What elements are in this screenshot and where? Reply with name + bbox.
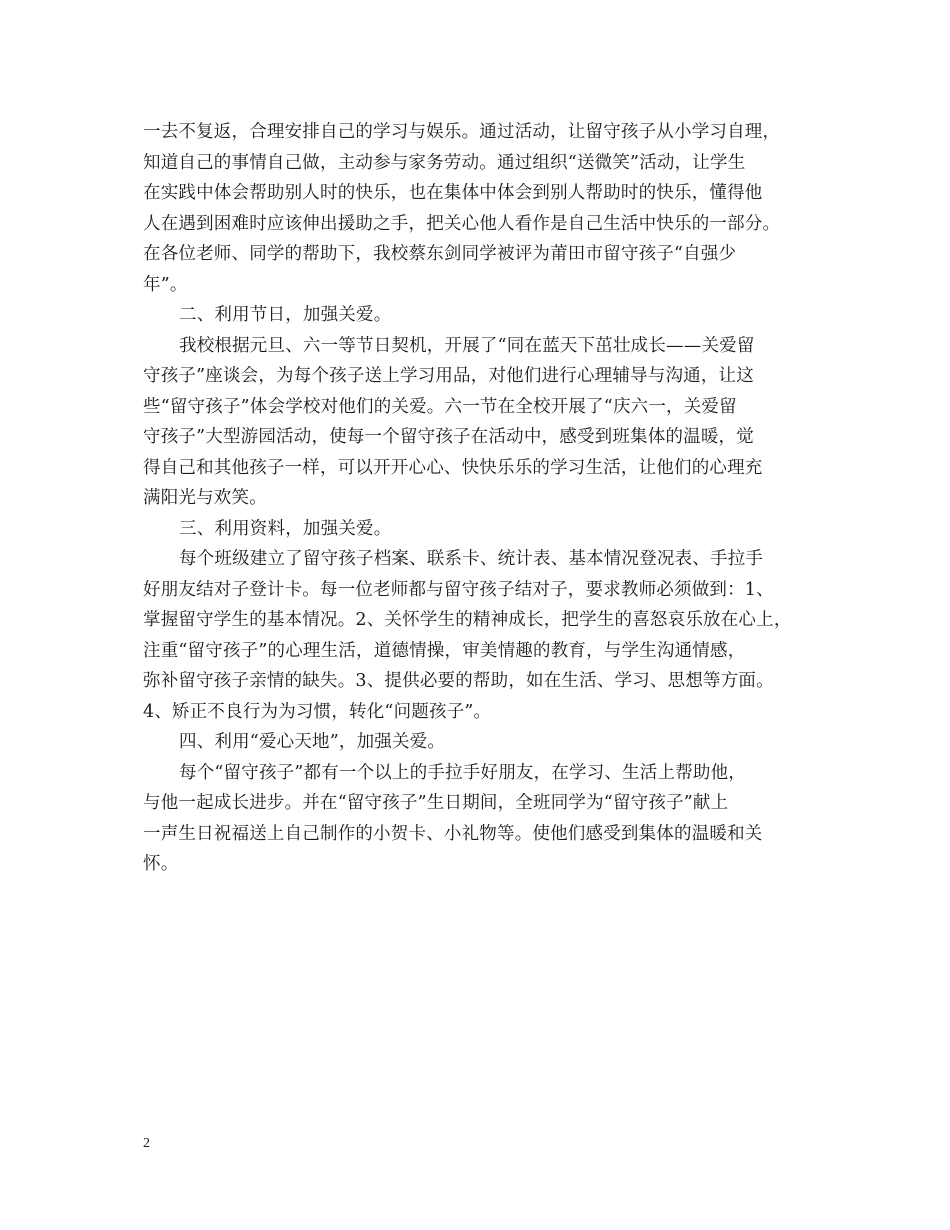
text-line: 在各位老师、同学的帮助下，我校蔡东剑同学被评为莆田市留守孩子“自强少 [143, 244, 737, 264]
text-line: 年”。 [143, 274, 188, 295]
text-line: 人在遇到困难时应该伸出援助之手，把关心他人看作是自己生活中快乐的一部分。 [143, 213, 781, 234]
text-line: 一声生日祝福送上自己制作的小贺卡、小礼物等。使他们感受到集体的温暖和关 [143, 823, 763, 844]
text-line: 好朋友结对子登计卡。每一位老师都与留守孩子结对子，要求教师必须做到：1、 [143, 579, 774, 600]
text-line: 怀。 [143, 854, 179, 874]
text-line: 在实践中体会帮助别人时的快乐，也在集体中体会到别人帮助时的快乐，懂得他 [143, 183, 763, 203]
text-line: 满阳光与欢笑。 [143, 488, 267, 508]
text-line: 知道自己的事情自己做，主动参与家务劳动。通过组织“送微笑”活动，让学生 [143, 152, 746, 173]
section-heading: 三、利用资料，加强关爱。 [179, 518, 392, 539]
section-heading: 二、利用节日，加强关爱。 [179, 305, 392, 325]
document-body [143, 117, 823, 880]
text-line: 4、矫正不良行为为习惯，转化“问题孩子”。 [143, 701, 492, 722]
text-line: 弥补留守孩子亲情的缺失。3、提供必要的帮助，如在生活、学习、思想等方面。 [143, 671, 774, 691]
text-line: 守孩子”座谈会，为每个孩子送上学习用品，对他们进行心理辅导与沟通，让这 [143, 366, 754, 386]
text-line: 些“留守孩子”体会学校对他们的关爱。六一节在全校开展了“庆六一，关爱留 [143, 396, 737, 417]
page-number: 2 [143, 1136, 150, 1151]
text-line: 掌握留守学生的基本情况。2、关怀学生的精神成长，把学生的喜怒哀乐放在心上， [143, 610, 792, 630]
text-line: 与他一起成长进步。并在“留守孩子”生日期间，全班同学为“留守孩子”献上 [143, 793, 729, 813]
text-line: 一去不复返，合理安排自己的学习与娱乐。通过活动，让留守孩子从小学习自理， [143, 122, 781, 142]
text-line: 每个“留守孩子”都有一个以上的手拉手好朋友，在学习、生活上帮助他， [179, 762, 746, 783]
text-line: 守孩子”大型游园活动，使每一个留守孩子在活动中，感受到班集体的温暖，觉 [143, 427, 754, 447]
text-line: 我校根据元旦、六一等节日契机，开展了“同在蓝天下茁壮成长——关爱留 [179, 335, 755, 356]
text-line: 每个班级建立了留守孩子档案、联系卡、统计表、基本情况登况表、手拉手 [179, 549, 764, 569]
text-line: 得自己和其他孩子一样，可以开开心心、快快乐乐的学习生活，让他们的心理充 [143, 457, 763, 478]
section-heading: 四、利用“爱心天地”，加强关爱。 [179, 732, 446, 752]
text-line: 注重“留守孩子”的心理生活，道德情操，审美情趣的教育，与学生沟通情感， [143, 640, 746, 661]
